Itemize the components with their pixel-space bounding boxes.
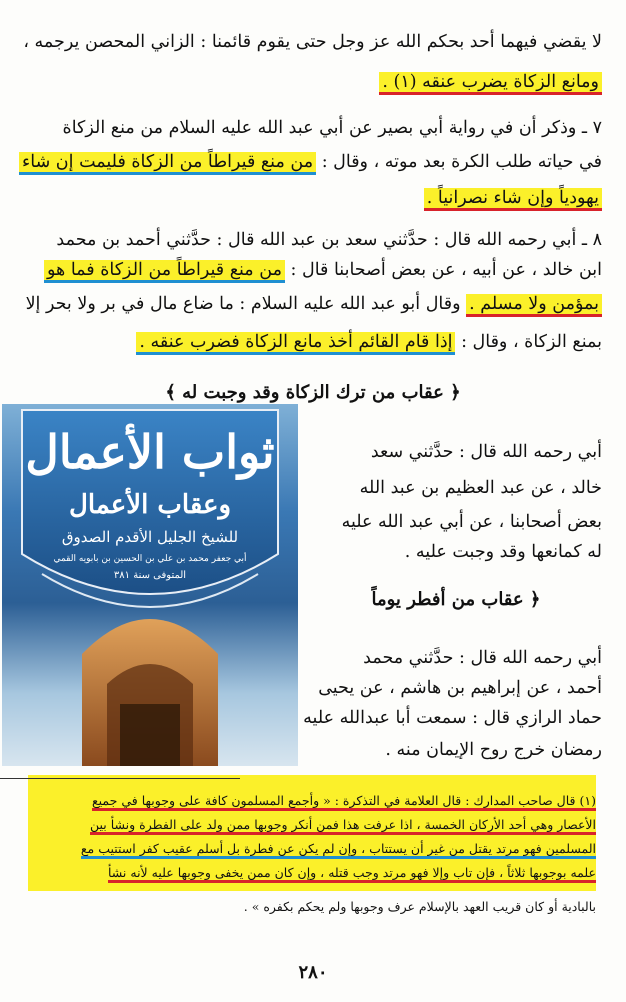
highlighted-text: ومانع الزكاة يضرب عنقه (١) . [379, 72, 602, 95]
footnote-line [30, 862, 596, 884]
text-span: بمنع الزكاة ، وقال : [461, 332, 602, 352]
text-line: أحمد ، عن إبراهيم بن هاشم ، عن يحيى [318, 678, 602, 698]
cover-title: ثواب الأعمال [25, 425, 275, 479]
text-line [24, 70, 602, 94]
page-number: ٢٨٠ [298, 962, 328, 983]
footnote-text: الأعصار وهي أحد الأركان الخمسة ، اذا عرفت هذا فمن أنكر وجوبها ممن ولد على الفطرة ونشأ بين [90, 817, 596, 835]
text-line: له كمانعها وقد وجبت عليه . [404, 542, 602, 562]
text-span: ابن خالد ، عن أبيه ، عن بعض أصحابنا قال : [290, 260, 602, 280]
highlighted-text: من منع قيراطاً من الزكاة فليمت إن شاء [19, 152, 316, 175]
text-line: خالد ، عن عبد العظيم بن عبد الله [359, 478, 602, 498]
highlighted-text: إذا قام القائم أخذ مانع الزكاة فضرب عنقه . [136, 332, 455, 355]
footnote-text: المسلمين فهو مرتد يقتل من غير أن يستتاب ، وإن لم يكن عن فطرة بل أسلم عقيب كفر استتيب مع [81, 841, 596, 859]
highlighted-text: يهودياً وإن شاء نصرانياً . [424, 188, 602, 211]
footnote-line [30, 838, 596, 860]
footnote-text: علمه بوجوبها ثلاثاً ، فإن تاب وإلا فهو مرتد وجب قتله ، وإن كان ممن يخفى وجوبها عليه لأنه نشأ [108, 865, 596, 883]
text-line: ٨ ـ أبي رحمه الله قال : حدَّثني سعد بن عبد الله قال : حدَّثني أحمد بن محمد [56, 230, 602, 250]
text-line: بعض أصحابنا ، عن أبي عبد الله عليه [341, 512, 602, 532]
footnote-text: (١) قال صاحب المدارك : قال العلامة في التذكرة : « وأجمع المسلمون كافة على وجوبها في جميع [92, 793, 596, 811]
text-line [24, 186, 602, 210]
footnote-line [30, 790, 596, 812]
text-line: حماد الرازي قال : سمعت أبا عبدالله عليه [303, 708, 602, 728]
text-span: وقال أبو عبد الله عليه السلام : ما ضاع مال في بر ولا بحر إلا [25, 294, 461, 314]
cover-author: للشيخ الجليل الأقدم الصدوق [61, 528, 239, 546]
highlighted-text: من منع قيراطاً من الزكاة فما هو [44, 260, 285, 283]
section-heading: ﴿ عقاب من أفطر يوماً [371, 589, 541, 610]
cover-author-full: أبي جعفر محمد بن علي بن الحسين بن بابويه القمي [53, 554, 247, 564]
footnote-line: بالبادية أو كان قريب العهد بالإسلام عرف وجوبها ولم يحكم بكفره » . [243, 899, 596, 914]
text-line [24, 292, 602, 316]
section-heading: ﴿ عقاب من ترك الزكاة وقد وجبت له ﴾ [165, 382, 461, 403]
footnote-divider [0, 778, 240, 779]
text-line: أبي رحمه الله قال : حدَّثني محمد [363, 648, 602, 668]
cover-subtitle: وعقاب الأعمال [68, 490, 232, 520]
text-line: لا يقضي فيهما أحد بحكم الله عز وجل حتى يقوم قائمنا : الزاني المحصن يرجمه ، [23, 32, 602, 52]
text-line [24, 330, 602, 354]
text-line [24, 150, 602, 174]
highlighted-text: بمؤمن ولا مسلم . [466, 294, 602, 317]
text-line: رمضان خرج روح الإيمان منه . [385, 740, 602, 760]
text-line: ٧ ـ وذكر أن في رواية أبي بصير عن أبي عبد الله عليه السلام من منع الزكاة [62, 118, 602, 138]
text-line: أبي رحمه الله قال : حدَّثني سعد [370, 442, 602, 462]
book-cover-image [2, 404, 298, 766]
cover-died: المتوفى سنة ٣٨١ [113, 570, 187, 581]
text-span: في حياته طلب الكرة بعد موته ، وقال : [321, 152, 602, 172]
text-line [24, 258, 602, 282]
footnote-line [30, 814, 596, 836]
